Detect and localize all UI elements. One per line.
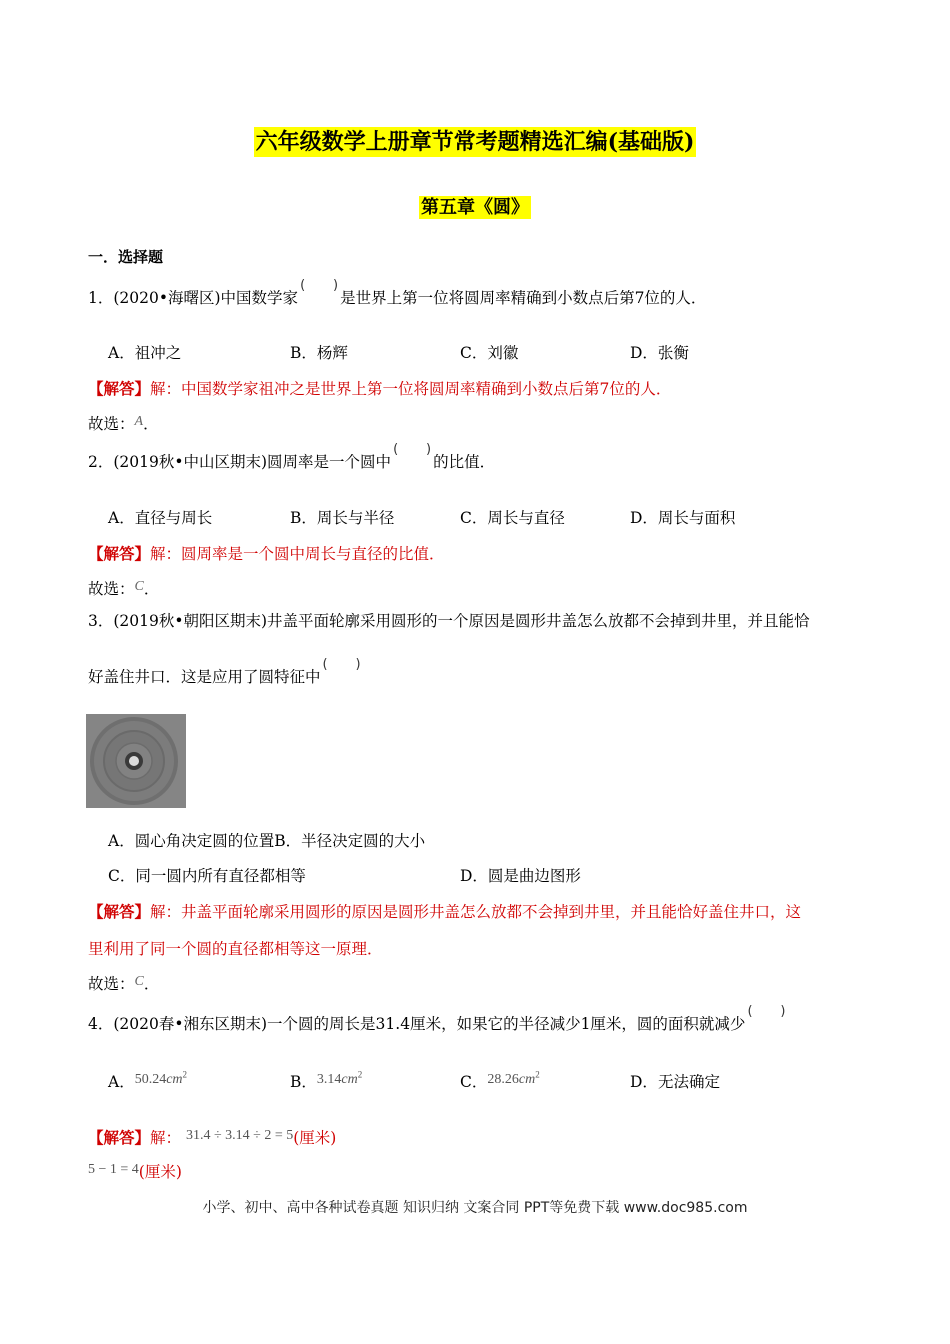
q1-choice: 故选：A．	[88, 414, 159, 433]
q4-option-b: B．$3.14cm^2$	[290, 1069, 363, 1091]
q4-option-a: A．$50.24cm^2$	[108, 1069, 188, 1091]
q2-answer: 【解答】解：圆周率是一个圆中周长与直径的比值．	[88, 544, 445, 563]
q4-option-d: D．无法确定	[630, 1073, 720, 1091]
chapter-title: 第五章《圆》	[421, 197, 529, 218]
q1-answer: 【解答】解：中国数学家祖冲之是世界上第一位将圆周率精确到小数点后第7位的人．	[88, 379, 672, 398]
answer-blank	[298, 286, 340, 304]
manhole-cover-photo	[86, 714, 186, 808]
answer-blank	[745, 1012, 787, 1030]
q3-answer-line2: 里利用了同一个圆的直径都相等这一原理．	[88, 940, 383, 958]
page-footer: 小学、初中、高中各种试卷真题 知识归纳 文案合同 PPT等免费下载 www.doc985.com	[202, 1200, 748, 1216]
q2-option-c: C．周长与直径	[460, 509, 565, 527]
q4-answer: 【解答】解： 31.4 ÷ 3.14 ÷ 2 = 5(厘米)	[88, 1128, 337, 1147]
document-title: 六年级数学上册章节常考题精选汇编(基础版)	[255, 129, 695, 155]
question-2: 2．(2019秋•中山区期末)圆周率是一个圆中( ) 的比值．	[88, 450, 495, 472]
answer-blank	[391, 450, 433, 468]
q2-option-b: B．周长与半径	[290, 509, 395, 527]
q3-answer-line1: 【解答】解：井盖平面轮廓采用圆形的原因是圆形井盖怎么放都不会掉到井里，并且能恰好盖住井口，这	[88, 902, 802, 921]
question-3-line1: 3．(2019秋•朝阳区期末)井盖平面轮廓采用圆形的一个原因是圆形井盖怎么放都不会掉到井里，并且能恰	[88, 612, 810, 630]
q1-option-c: C．刘徽	[460, 344, 519, 362]
answer-blank	[321, 665, 363, 683]
q1-option-b: B．杨辉	[290, 344, 348, 362]
question-3-line2: 好盖住井口．这是应用了圆特征中( )	[88, 665, 363, 687]
q3-option-c: C．同一圆内所有直径都相等	[108, 867, 306, 885]
q1-option-d: D．张衡	[630, 344, 689, 362]
q4-option-c: C．$28.26cm^2$	[460, 1069, 540, 1091]
question-4: 4．(2020春•湘东区期末)一个圆的周长是31.4厘米，如果它的半径减少1厘米，圆的面积就减少( )	[88, 1012, 787, 1034]
q4-step2: 5 − 1 = 4(厘米)	[88, 1162, 182, 1181]
q3-choice: 故选：C．	[88, 974, 160, 993]
section-heading: 一．选择题	[88, 248, 164, 266]
q1-option-a: A．祖冲之	[108, 344, 182, 362]
q3-options-ab: A．圆心角决定圆的位置B．半径决定圆的大小	[108, 832, 426, 850]
q2-option-d: D．周长与面积	[630, 509, 736, 527]
q3-option-d: D．圆是曲边图形	[460, 867, 581, 885]
q2-choice: 故选：C．	[88, 579, 160, 598]
q2-option-a: A．直径与周长	[108, 509, 213, 527]
question-1: 1．(2020•海曙区)中国数学家( ) 是世界上第一位将圆周率精确到小数点后第7位的人．	[88, 286, 706, 308]
